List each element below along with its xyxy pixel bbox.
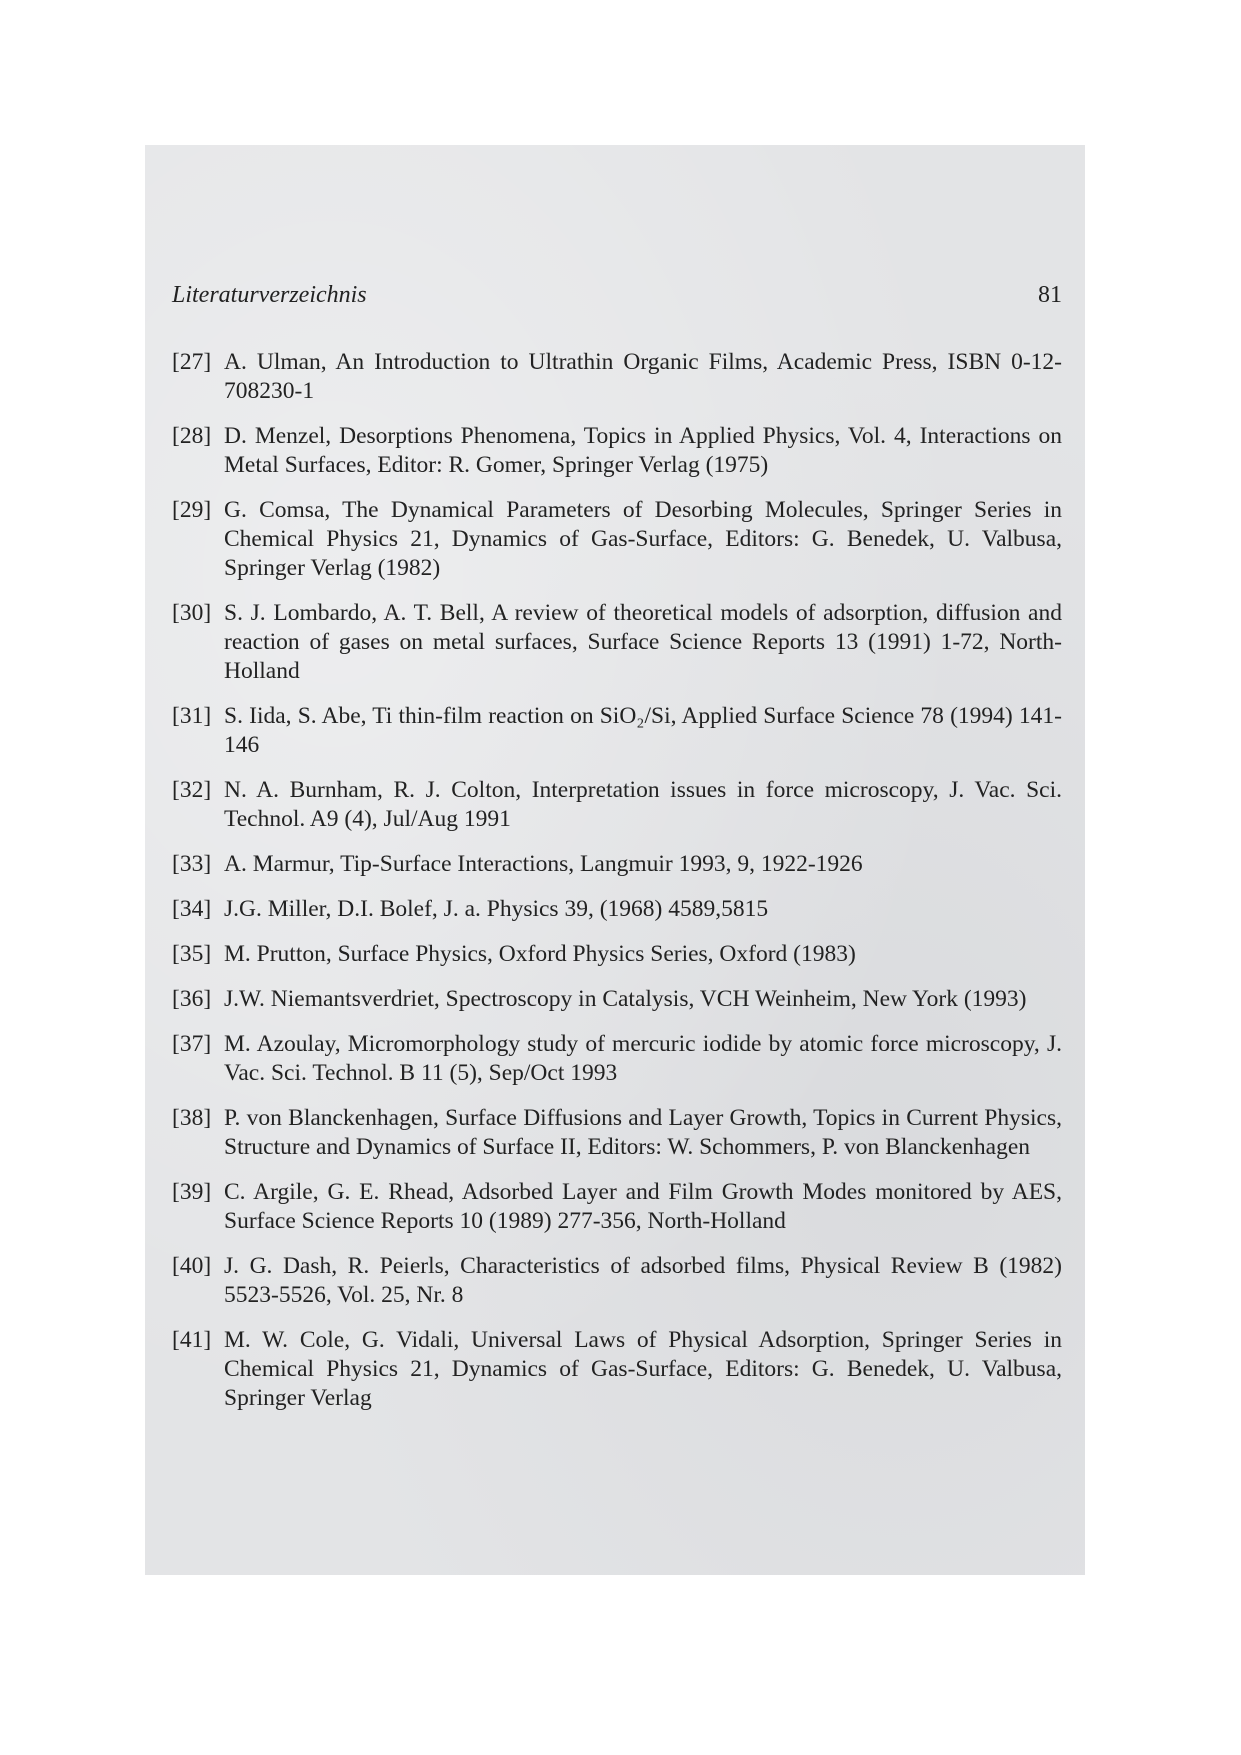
reference-label: [39] bbox=[172, 1179, 212, 1205]
reference-text: A. Marmur, Tip-Surface Interactions, Langmuir 1993, 9, 1922-1926 bbox=[224, 851, 863, 877]
reference-label: [37] bbox=[172, 1031, 212, 1057]
reference-text: D. Menzel, Desorptions Phenomena, Topics in Applied Physics, Vol. 4, Interactions on Metal Surfaces, Editor: R. Gomer, Springer Verlag (1975) bbox=[224, 423, 1062, 478]
reference-item bbox=[172, 1104, 1062, 1162]
page-number: 81 bbox=[1038, 282, 1062, 308]
reference-text: J.G. Miller, D.I. Bolef, J. a. Physics 39, (1968) 4589,5815 bbox=[224, 896, 769, 922]
page-header bbox=[172, 282, 1062, 316]
reference-text: P. von Blanckenhagen, Surface Diffusions and Layer Growth, Topics in Current Physics, Structure and Dynamics of Surface II, Editors: W. Schommers, P. von Blanckenhagen bbox=[224, 1105, 1062, 1160]
reference-item bbox=[172, 599, 1062, 686]
reference-text: N. A. Burnham, R. J. Colton, Interpretation issues in force microscopy, J. Vac. Sci. Technol. A9 (4), Jul/Aug 1991 bbox=[224, 777, 1062, 832]
reference-list bbox=[172, 348, 1062, 1413]
reference-text: J. G. Dash, R. Peierls, Characteristics of adsorbed films, Physical Review B (1982) 5523-5526, Vol. 25, Nr. 8 bbox=[224, 1253, 1062, 1308]
reference-item bbox=[172, 422, 1062, 480]
reference-label: [41] bbox=[172, 1327, 212, 1353]
reference-text: M. Prutton, Surface Physics, Oxford Physics Series, Oxford (1983) bbox=[224, 941, 856, 967]
reference-text: G. Comsa, The Dynamical Parameters of Desorbing Molecules, Springer Series in Chemical Physics 21, Dynamics of Gas-Surface, Editors: G. Benedek, U. Valbusa, Springer Verlag (1982) bbox=[224, 497, 1062, 581]
reference-item bbox=[172, 348, 1062, 406]
reference-label: [35] bbox=[172, 941, 212, 967]
reference-text: J.W. Niemantsverdriet, Spectroscopy in Catalysis, VCH Weinheim, New York (1993) bbox=[224, 986, 1027, 1012]
reference-item bbox=[172, 776, 1062, 834]
reference-text: S. J. Lombardo, A. T. Bell, A review of theoretical models of adsorption, diffusion and reaction of gases on metal surfaces, Surface Science Reports 13 (1991) 1-72, North-Holland bbox=[224, 600, 1062, 684]
reference-item bbox=[172, 1326, 1062, 1413]
reference-label: [30] bbox=[172, 600, 212, 626]
reference-item bbox=[172, 940, 1062, 969]
reference-item bbox=[172, 985, 1062, 1014]
reference-label: [29] bbox=[172, 497, 212, 523]
reference-label: [34] bbox=[172, 896, 212, 922]
reference-label: [38] bbox=[172, 1105, 212, 1131]
reference-text: C. Argile, G. E. Rhead, Adsorbed Layer and Film Growth Modes monitored by AES, Surface Science Reports 10 (1989) 277-356, North-Holland bbox=[224, 1179, 1062, 1234]
reference-label: [31] bbox=[172, 703, 212, 729]
reference-label: [27] bbox=[172, 349, 212, 375]
reference-item bbox=[172, 895, 1062, 924]
reference-label: [32] bbox=[172, 777, 212, 803]
reference-item bbox=[172, 1178, 1062, 1236]
reference-item bbox=[172, 1252, 1062, 1310]
reference-label: [33] bbox=[172, 851, 212, 877]
reference-text: M. Azoulay, Micromorphology study of mercuric iodide by atomic force microscopy, J. Vac. Sci. Technol. B 11 (5), Sep/Oct 1993 bbox=[224, 1031, 1062, 1086]
running-title: Literaturverzeichnis bbox=[172, 282, 367, 308]
reference-label: [28] bbox=[172, 423, 212, 449]
reference-text: M. W. Cole, G. Vidali, Universal Laws of Physical Adsorption, Springer Series in Chemical Physics 21, Dynamics of Gas-Surface, Editors: G. Benedek, U. Valbusa, Springer Verlag bbox=[224, 1327, 1062, 1411]
reference-text: S. Iida, S. Abe, Ti thin-film reaction on SiO₂/Si, Applied Surface Science 78 (1994) 141-146 bbox=[224, 703, 1062, 758]
reference-label: [40] bbox=[172, 1253, 212, 1279]
reference-item bbox=[172, 850, 1062, 879]
reference-item bbox=[172, 1030, 1062, 1088]
reference-item bbox=[172, 496, 1062, 583]
reference-text: A. Ulman, An Introduction to Ultrathin Organic Films, Academic Press, ISBN 0-12-708230-1 bbox=[224, 349, 1062, 404]
reference-item bbox=[172, 702, 1062, 760]
reference-label: [36] bbox=[172, 986, 212, 1012]
